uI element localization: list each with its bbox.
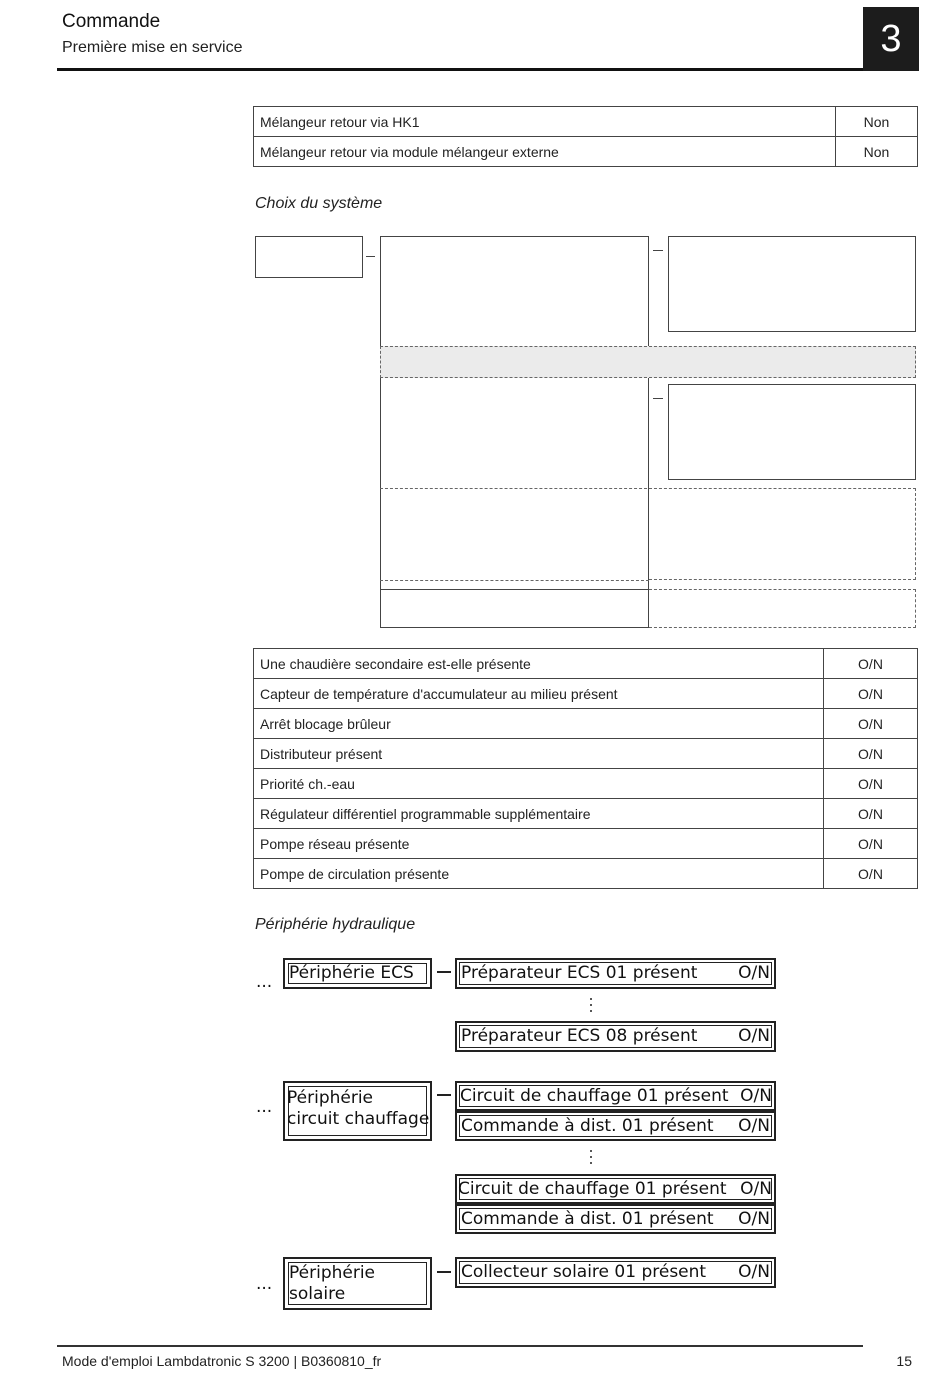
system-option-row-highlight xyxy=(380,346,916,378)
vertical-ellipsis xyxy=(589,1150,593,1168)
ellipsis: ... xyxy=(256,1274,273,1294)
system-sub-box xyxy=(668,384,916,480)
system-sub-box xyxy=(668,236,916,332)
option-value: O/N xyxy=(824,709,918,739)
divider xyxy=(380,580,649,581)
option-label: Arrêt blocage brûleur xyxy=(254,709,824,739)
option-value: O/N xyxy=(824,799,918,829)
option-value: O/N xyxy=(824,649,918,679)
connector-tick xyxy=(653,398,663,399)
connector-line xyxy=(437,971,451,973)
heating-row-circuit-2 xyxy=(455,1174,776,1204)
row-label: Préparateur ECS 08 présent xyxy=(461,1026,698,1046)
system-choice-heading: Choix du système xyxy=(255,195,383,212)
connector-tick xyxy=(366,256,375,257)
row-value: O/N xyxy=(738,1262,770,1282)
table-row xyxy=(254,739,918,769)
header-rule xyxy=(57,68,863,71)
mixer-table xyxy=(253,106,918,167)
system-option-cell xyxy=(380,589,649,628)
footer-text: Mode d'emploi Lambdatronic S 3200 | B0360810_fr xyxy=(62,1353,382,1369)
heating-row-circuit-1 xyxy=(455,1081,776,1111)
option-value: O/N xyxy=(824,829,918,859)
connector-line xyxy=(437,1271,451,1273)
table-row xyxy=(254,799,918,829)
row-label: Circuit de chauffage 01 présent xyxy=(458,1179,727,1199)
solar-periphery-label-2: solaire xyxy=(289,1284,346,1304)
option-value: O/N xyxy=(824,769,918,799)
ellipsis: ... xyxy=(256,1097,273,1117)
option-value: Non xyxy=(836,107,918,137)
heating-periphery-label-1: Périphérie xyxy=(287,1088,374,1108)
row-value: O/N xyxy=(738,963,770,983)
options-table xyxy=(253,648,918,889)
heating-row-remote-1 xyxy=(455,1111,776,1141)
row-label: Commande à dist. 01 présent xyxy=(461,1116,714,1136)
page-title: Commande xyxy=(62,11,161,32)
option-label: Pompe réseau présente xyxy=(254,829,824,859)
row-label: Commande à dist. 01 présent xyxy=(461,1209,714,1229)
page-number: 15 xyxy=(896,1353,912,1369)
option-label: Distributeur présent xyxy=(254,739,824,769)
option-label: Capteur de température d'accumulateur au milieu présent xyxy=(254,679,824,709)
table-row xyxy=(254,137,918,167)
heating-row-remote-2 xyxy=(455,1204,776,1234)
table-row xyxy=(254,859,918,889)
system-option-detail xyxy=(649,488,916,580)
solar-periphery-label-1: Périphérie xyxy=(289,1263,376,1283)
table-row xyxy=(254,649,918,679)
row-label: Collecteur solaire 01 présent xyxy=(461,1262,707,1282)
table-row xyxy=(254,769,918,799)
row-value: O/N xyxy=(738,1209,770,1229)
row-value: O/N xyxy=(740,1179,772,1199)
vertical-ellipsis xyxy=(589,998,593,1016)
system-options-column xyxy=(380,236,649,628)
row-value: O/N xyxy=(740,1086,772,1106)
system-root-box xyxy=(255,236,363,278)
connector-tick xyxy=(653,250,663,251)
table-row xyxy=(254,107,918,137)
option-label: Mélangeur retour via HK1 xyxy=(254,107,836,137)
solar-periphery-box xyxy=(283,1257,432,1310)
option-label: Régulateur différentiel programmable supplémentaire xyxy=(254,799,824,829)
table-row xyxy=(254,829,918,859)
option-label: Pompe de circulation présente xyxy=(254,859,824,889)
option-label: Une chaudière secondaire est-elle présente xyxy=(254,649,824,679)
table-row xyxy=(254,709,918,739)
solar-row-1 xyxy=(455,1257,776,1288)
option-label: Mélangeur retour via module mélangeur externe xyxy=(254,137,836,167)
option-value: O/N xyxy=(824,739,918,769)
page-subtitle: Première mise en service xyxy=(62,39,243,56)
ecs-row-1 xyxy=(455,958,776,989)
row-label: Préparateur ECS 01 présent xyxy=(461,963,698,983)
ellipsis: ... xyxy=(256,972,273,992)
hydraulic-heading: Périphérie hydraulique xyxy=(255,916,416,933)
option-value: O/N xyxy=(824,859,918,889)
option-value: Non xyxy=(836,137,918,167)
heating-periphery-box xyxy=(283,1081,432,1141)
row-label: Circuit de chauffage 01 présent xyxy=(460,1086,729,1106)
footer-rule xyxy=(57,1345,863,1347)
connector-line xyxy=(437,1094,451,1096)
row-value: O/N xyxy=(738,1026,770,1046)
row-value: O/N xyxy=(738,1116,770,1136)
option-label: Priorité ch.-eau xyxy=(254,769,824,799)
table-row xyxy=(254,679,918,709)
heating-periphery-label-2: circuit chauffage xyxy=(287,1109,430,1129)
chapter-badge: 3 xyxy=(863,7,919,71)
option-value: O/N xyxy=(824,679,918,709)
ecs-row-8 xyxy=(455,1021,776,1052)
ecs-periphery-label: Périphérie ECS xyxy=(289,963,414,983)
ecs-periphery-box xyxy=(283,958,432,989)
